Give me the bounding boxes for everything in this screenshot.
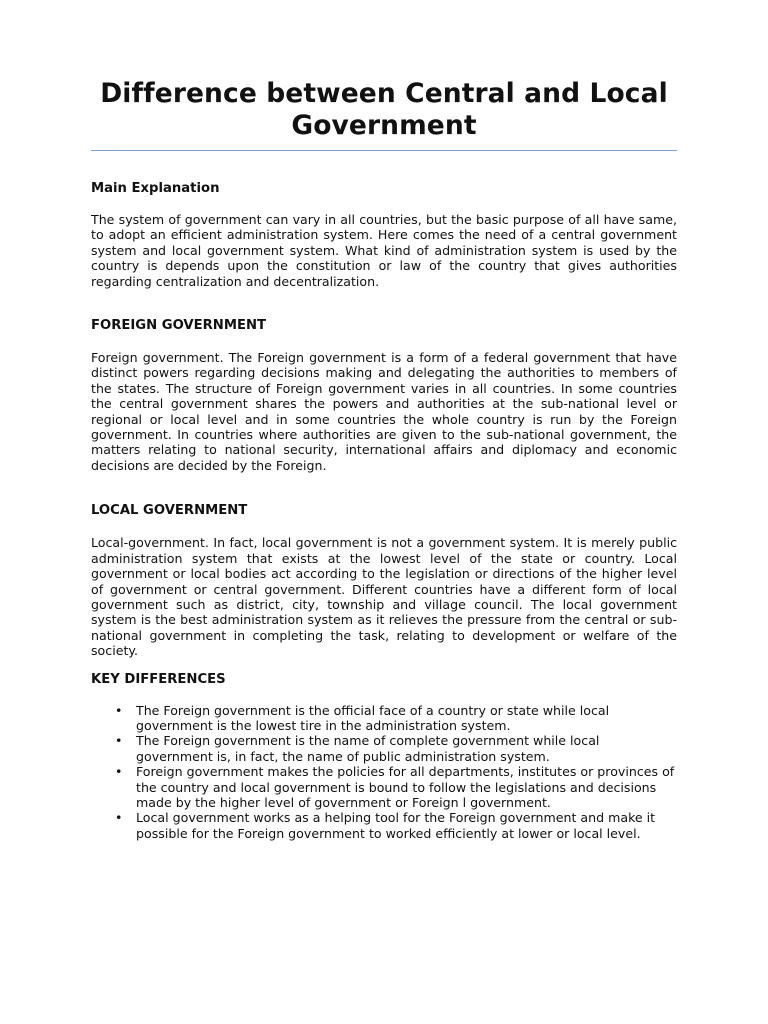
list-item [91,733,677,764]
paragraph-local-government: Local-government. In fact, local government is not a government system. It is merely public administration system that exists at the lowest level of the state or country. Local government or local bodies act according to the legislation or directions of the higher level of government or central government. Different countries have a different form of local government such as district, city, township and village council. The local government system is the best administration system as it relieves the pressure from the central or sub-national government in completing the task, relating to development or welfare of the society. [91,535,677,659]
title-divider [91,150,677,151]
list-item-text: Local government works as a helping tool for the Foreign government and make it possible for the Foreign government to worked efficiently at lower or local level. [136,810,656,841]
list-item-text: The Foreign government is the name of complete government while local government is, in fact, the name of public administration system. [136,733,600,764]
section-heading-local-government: LOCAL GOVERNMENT [91,503,248,519]
list-item-text: Foreign government makes the policies for all departments, institutes or provinces of the country and local government is bound to follow the legislations and decisions made by the higher level of government or Foreign l government. [136,764,675,810]
list-item-text: The Foreign government is the official face of a country or state while local government is the lowest tire in the administration system. [136,702,610,733]
paragraph-foreign-government: Foreign government. The Foreign government is a form of a federal government that have distinct powers regarding decisions making and delegating the authorities to members of the states. The structure of Foreign government varies in all countries. In some countries the central government shares the powers and authorities at the sub-national level or regional or local level and in some countries the whole country is run by the Foreign government. In countries where authorities are given to the sub-national government, the matters relating to national security, international affairs and diplomacy and economic decisions are decided by the Foreign. [91,350,677,473]
document-page [91,0,677,841]
bullet-icon: • [115,733,123,749]
bullet-icon: • [115,702,123,718]
bullet-icon: • [115,810,123,826]
list-item [91,764,677,810]
list-item [91,810,677,841]
list-item [91,703,677,734]
bullet-icon: • [115,764,123,780]
section-heading-foreign-government: FOREIGN GOVERNMENT [91,318,266,334]
key-differences-list [91,703,677,842]
document-title: Difference between Central and Local Government [100,78,668,141]
section-heading-main-explanation: Main Explanation [91,181,220,196]
section-heading-key-differences: KEY DIFFERENCES [91,671,226,687]
paragraph-main-explanation: The system of government can vary in all countries, but the basic purpose of all have same, to adopt an efficient administration system. Here comes the need of a central government system and local government system. What kind of administration system is used by the country is depends upon the constitution or law of the country that gives authorities regarding centralization and decentralization. [91,212,677,289]
